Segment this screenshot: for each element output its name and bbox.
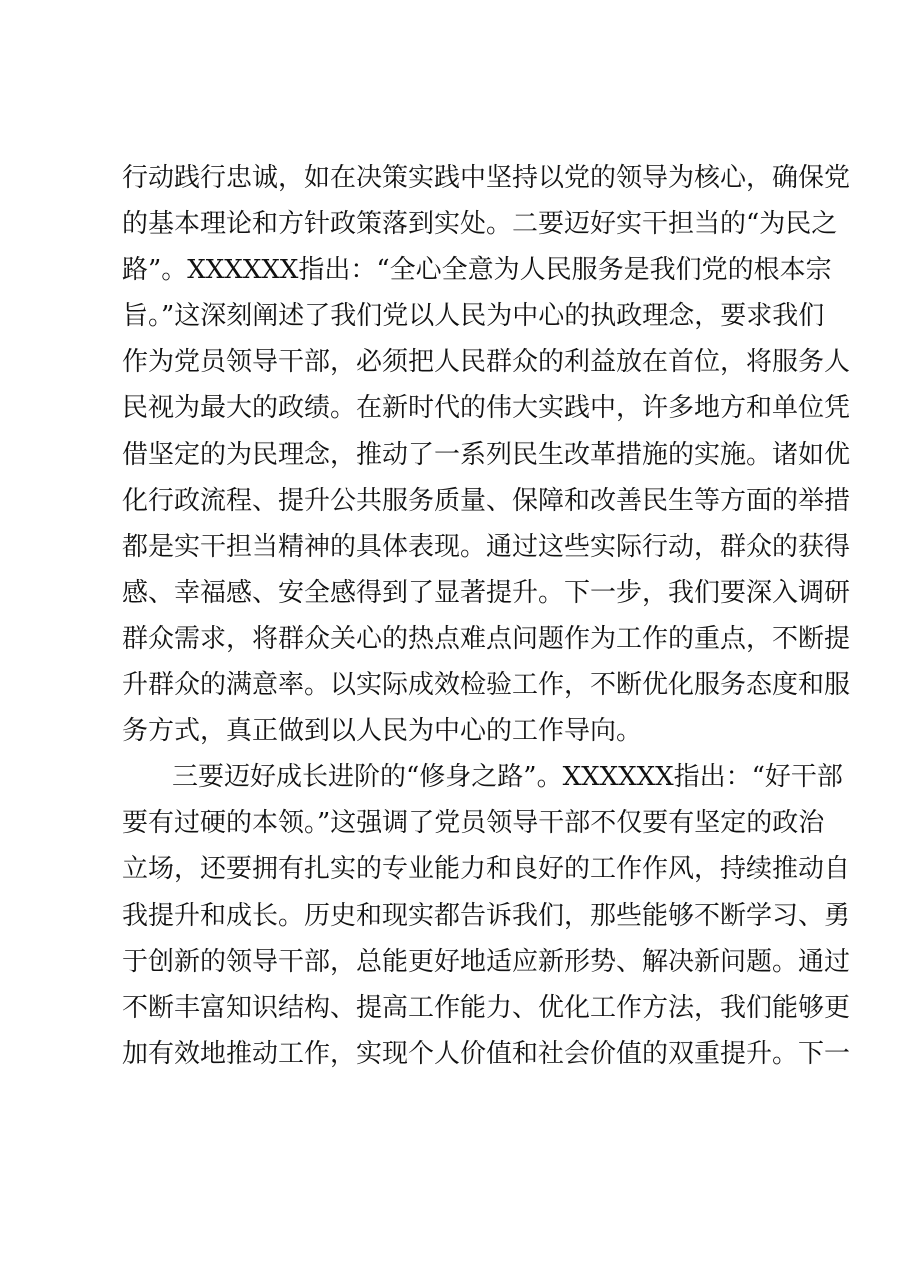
text-line: 作为党员领导干部，必须把人民群众的利益放在首位，将服务人 xyxy=(122,347,851,378)
paragraph-start-line: 三要迈好成长进阶的“修身之路”。XXXXXX指出：“好干部 xyxy=(172,762,843,793)
text-line: 旨。”这深刻阐述了我们党以人民为中心的执政理念，要求我们 xyxy=(122,301,825,332)
text-line: 的基本理论和方针政策落到实处。二要迈好实干担当的“为民之 xyxy=(122,209,838,240)
paragraph-end-line: 务方式，真正做到以人民为中心的工作导向。 xyxy=(122,716,643,747)
text-line: 群众需求，将群众关心的热点难点问题作为工作的重点，不断提 xyxy=(122,623,851,654)
text-line: 升群众的满意率。以实际成效检验工作，不断优化服务态度和服 xyxy=(122,670,851,701)
text-line: 都是实干担当精神的具体表现。通过这些实际行动，群众的获得 xyxy=(122,531,851,562)
text-line: 不断丰富知识结构、提高工作能力、优化工作方法，我们能够更 xyxy=(122,992,851,1023)
body-text xyxy=(122,155,851,1077)
text-line: 路”。XXXXXX指出：“全心全意为人民服务是我们党的根本宗 xyxy=(122,255,832,286)
text-line: 民视为最大的政绩。在新时代的伟大实践中，许多地方和单位凭 xyxy=(122,393,851,424)
text-line: 借坚定的为民理念，推动了一系列民生改革措施的实施。诸如优 xyxy=(122,439,851,470)
text-line: 立场，还要拥有扎实的专业能力和良好的工作作风，持续推动自 xyxy=(122,854,851,885)
text-line: 我提升和成长。历史和现实都告诉我们，那些能够不断学习、勇 xyxy=(122,900,851,931)
text-line: 感、幸福感、安全感得到了显著提升。下一步，我们要深入调研 xyxy=(122,577,851,608)
text-line: 行动践行忠诚，如在决策实践中坚持以党的领导为核心，确保党 xyxy=(122,163,851,193)
text-line: 要有过硬的本领。”这强调了党员领导干部不仅要有坚定的政治 xyxy=(122,808,825,839)
text-line: 加有效地推动工作，实现个人价值和社会价值的双重提升。下一 xyxy=(122,1038,851,1069)
text-line: 于创新的领导干部，总能更好地适应新形势、解决新问题。通过 xyxy=(122,946,851,977)
text-line: 化行政流程、提升公共服务质量、保障和改善民生等方面的举措 xyxy=(122,485,851,516)
